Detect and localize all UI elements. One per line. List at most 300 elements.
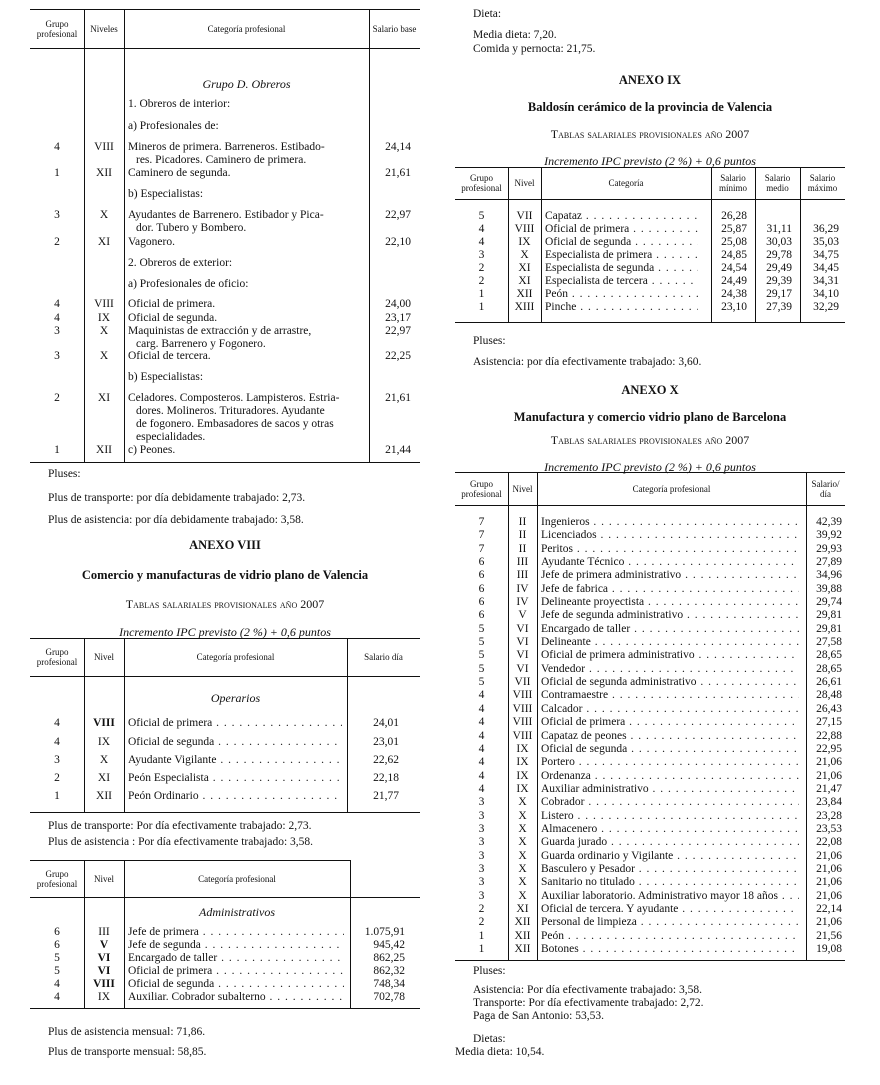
cell-categoria: Oficial de primera. (128, 298, 216, 310)
cell-categoria: Botones . . . (541, 943, 799, 956)
cell-salario: 748,34 (373, 978, 405, 990)
header-nivel: Nivel (94, 652, 114, 662)
section-administrativos: Administrativos (198, 905, 275, 919)
cell-salario-medio: 27,39 (766, 301, 792, 313)
cell-nivel: VIII (93, 978, 115, 990)
cell-salario-maximo: 35,03 (813, 236, 839, 248)
cell-grupo: 2 (478, 903, 485, 915)
cell-categoria: a) Profesionales de: (128, 120, 219, 132)
header-grupo: Grupo profesional (36, 647, 78, 667)
t2-plus-transporte: Plus de transporte: Por día efectivamente trabajado: 2,73. (48, 820, 312, 832)
cell-grupo: 3 (478, 876, 485, 888)
cell-categoria: Peritos . . . (541, 543, 799, 556)
cell-salario: 23,17 (385, 312, 411, 324)
cell-nivel: XI (97, 392, 111, 404)
cell-salario: 27,58 (816, 636, 842, 648)
header-salario-minimo: Salario mínimo (718, 173, 747, 193)
cell-categoria: Auxiliar laboratorio. Administrativo mayor 18 años . . . (541, 890, 799, 903)
cell-salario: 39,92 (816, 529, 842, 541)
cell-grupo: 4 (478, 223, 485, 235)
group-title: Grupo D. Obreros (202, 77, 291, 91)
cell-categoria-cont: de fogonero. Embasadores de sacos y otras (136, 418, 334, 430)
cell-categoria: Oficial de segunda . . . (545, 236, 698, 249)
cell-categoria: Oficial de primera administrativo . . . (541, 649, 799, 662)
header-salario-maximo: Salario máximo (807, 173, 838, 193)
header-niveles: Niveles (90, 23, 118, 34)
cell-grupo: 5 (478, 663, 485, 675)
anexo-ix-tablas: Tablas salariales provisionales año 2007 (550, 127, 750, 141)
cell-nivel: XI (97, 772, 111, 784)
cell-grupo: 6 (478, 596, 485, 608)
anexo-x-subtitle: Manufactura y comercio vidrio plano de Barcelona (513, 410, 787, 424)
header-salario: Salario día (364, 652, 403, 662)
cell-grupo: 5 (478, 649, 485, 661)
cell-categoria: a) Profesionales de oficio: (128, 278, 249, 290)
cell-salario: 21,06 (816, 876, 842, 888)
cell-salario: 27,89 (816, 556, 842, 568)
cell-categoria: Licenciados . . . (541, 529, 799, 542)
cell-salario-medio: 29,49 (766, 262, 792, 274)
header-salario-medio: Salario medio (764, 173, 791, 193)
cell-grupo: 2 (54, 772, 60, 784)
cell-grupo: 2 (478, 916, 485, 928)
anexo-viii-tablas: Tablas salariales provisionales año 2007 (125, 597, 325, 611)
anexo-viii-title: ANEXO VIII (189, 538, 261, 552)
cell-grupo: 3 (478, 850, 485, 862)
cell-salario: 21,44 (385, 444, 411, 456)
cell-nivel: VI (516, 636, 529, 648)
t2-plus-asistencia: Plus de asistencia : Por día efectivamente trabajado: 3,58. (48, 836, 314, 848)
cell-nivel: X (518, 876, 527, 888)
cell-categoria: 1. Obreros de interior: (128, 98, 231, 110)
cell-categoria: Caminero de segunda. (128, 167, 231, 179)
cell-salario: 21,06 (816, 850, 842, 862)
cell-grupo: 3 (478, 810, 485, 822)
cell-grupo: 4 (478, 703, 485, 715)
cell-categoria: Peón . . . (541, 930, 799, 943)
header-categoria: Categoría profesional (207, 23, 286, 34)
cell-categoria: Especialista de primera . . . (545, 249, 698, 262)
cell-categoria: Vagonero. (128, 236, 175, 248)
cell-grupo: 2 (54, 236, 60, 248)
cell-nivel: X (518, 836, 527, 848)
cell-categoria: Oficial de tercera. (128, 350, 211, 362)
media-dieta: Media dieta: 7,20. (473, 29, 557, 41)
cell-grupo: 1 (54, 444, 60, 456)
anexo-viii-subtitle: Comercio y manufacturas de vidrio plano de Valencia (81, 568, 369, 582)
cell-grupo: 2 (478, 275, 485, 287)
cell-grupo: 1 (54, 167, 60, 179)
cell-categoria: Celadores. Composteros. Lampisteros. Estria- (128, 392, 340, 404)
cell-salario: 22,08 (816, 836, 842, 848)
cell-nivel: II (518, 529, 527, 541)
cell-nivel: VIII (93, 717, 115, 729)
cell-nivel: IX (516, 783, 529, 795)
cell-salario: 29,81 (816, 609, 842, 621)
cell-grupo: 3 (478, 836, 485, 848)
cell-grupo: 6 (478, 569, 485, 581)
cell-grupo: 1 (54, 790, 60, 802)
cell-grupo: 6 (478, 609, 485, 621)
cell-salario: 24,14 (385, 141, 411, 153)
cell-categoria-cont: res. Picadores. Caminero de primera. (136, 154, 307, 166)
cell-grupo: 5 (478, 210, 485, 222)
header-nivel: Nivel (514, 178, 535, 188)
cell-salario: 22,10 (385, 236, 411, 248)
cell-categoria: Sanitario no titulado . . . (541, 876, 799, 889)
anexo-ix-incremento: Incremento IPC previsto (2 %) + 0,6 puntos (544, 154, 756, 168)
cell-categoria: Oficial de primera . . . (128, 965, 344, 978)
cell-categoria: Oficial de primera . . . (545, 223, 698, 236)
cell-grupo: 3 (54, 754, 60, 766)
cell-salario: 945,42 (373, 939, 405, 951)
cell-categoria: Portero . . . (541, 756, 799, 769)
t5-transporte: Transporte: Por día efectivamente trabajado: 2,72. (473, 997, 704, 1009)
cell-grupo: 1 (478, 288, 485, 300)
cell-salario-maximo: 34,75 (813, 249, 839, 261)
cell-nivel: XII (514, 916, 531, 928)
cell-salario-maximo: 32,29 (813, 301, 839, 313)
cell-nivel: VI (97, 952, 111, 964)
cell-grupo: 6 (54, 939, 60, 951)
cell-grupo: 4 (478, 770, 485, 782)
plus-transporte: Plus de transporte: por día debidamente trabajado: 2,73. (48, 492, 306, 504)
t4-pluses: Pluses: (473, 335, 506, 347)
cell-salario-minimo: 24,38 (721, 288, 747, 300)
cell-categoria: Personal de limpieza . . . (541, 916, 799, 929)
cell-nivel: XII (516, 288, 533, 300)
cell-categoria: Capataz . . . (545, 210, 698, 223)
cell-grupo: 6 (478, 583, 485, 595)
cell-grupo: 3 (478, 249, 485, 261)
cell-categoria: Oficial de segunda . . . (128, 736, 342, 749)
cell-categoria: Especialista de tercera . . . (545, 275, 698, 288)
cell-salario-minimo: 24,85 (721, 249, 747, 261)
cell-grupo: 3 (54, 350, 60, 362)
cell-salario-maximo: 36,29 (813, 223, 839, 235)
cell-nivel: XII (514, 943, 531, 955)
cell-salario: 24,00 (385, 298, 411, 310)
cell-categoria: Capataz de peones . . . (541, 730, 799, 743)
cell-salario: 22,95 (816, 743, 842, 755)
cell-salario: 22,88 (816, 730, 842, 742)
cell-salario: 23,53 (816, 823, 842, 835)
dieta-label: Dieta: (473, 8, 502, 20)
cell-nivel: IX (518, 236, 531, 248)
cell-categoria: b) Especialistas: (128, 188, 204, 200)
cell-nivel: VIII (94, 141, 114, 153)
cell-categoria: Jefe de segunda administrativo . . . (541, 609, 799, 622)
cell-grupo: 1 (478, 301, 485, 313)
cell-nivel: II (518, 543, 527, 555)
cell-nivel: VIII (512, 716, 533, 728)
cell-grupo: 3 (54, 325, 60, 337)
cell-nivel: VIII (512, 703, 533, 715)
anexo-x-title: ANEXO X (621, 383, 679, 397)
cell-nivel: XII (96, 790, 112, 802)
cell-nivel: IX (516, 743, 529, 755)
cell-nivel: VI (516, 623, 529, 635)
cell-categoria: Auxiliar administrativo . . . (541, 783, 799, 796)
cell-nivel: III (516, 569, 529, 581)
cell-salario: 22,97 (385, 325, 411, 337)
cell-grupo: 5 (478, 636, 485, 648)
cell-salario-minimo: 26,28 (721, 210, 747, 222)
cell-salario: 21,06 (816, 863, 842, 875)
cell-grupo: 6 (478, 556, 485, 568)
cell-grupo: 3 (478, 863, 485, 875)
cell-nivel: IV (516, 583, 529, 595)
anexo-viii-incremento: Incremento IPC previsto (2 %) + 0,6 puntos (119, 625, 331, 639)
cell-salario-minimo: 25,08 (721, 236, 747, 248)
cell-grupo: 7 (478, 543, 485, 555)
header-nivel: Nivel (512, 483, 533, 494)
cell-grupo: 4 (54, 978, 60, 990)
cell-salario-maximo: 34,31 (813, 275, 839, 287)
cell-salario: 1.075,91 (364, 926, 405, 938)
cell-categoria: Oficial de segunda . . . (128, 978, 344, 991)
plus-asistencia: Plus de asistencia: por día debidamente trabajado: 3,58. (48, 514, 304, 526)
header-nivel: Nivel (94, 873, 114, 884)
cell-salario: 23,01 (373, 736, 399, 748)
cell-grupo: 4 (478, 730, 485, 742)
cell-categoria-cont: carg. Barrenero y Fogonero. (136, 338, 266, 350)
cell-grupo: 4 (54, 312, 60, 324)
header-grupo: Grupo profesional (461, 173, 502, 193)
cell-nivel: IX (97, 312, 111, 324)
cell-salario-medio: 30,03 (766, 236, 792, 248)
cell-nivel: IX (516, 756, 529, 768)
cell-salario: 21,56 (816, 930, 842, 942)
cell-salario: 29,74 (816, 596, 842, 608)
cell-salario: 26,61 (816, 676, 842, 688)
cell-categoria: Jefe de primera administrativo . . . (541, 569, 799, 582)
cell-salario: 26,43 (816, 703, 842, 715)
cell-nivel: VI (516, 663, 529, 675)
cell-salario-medio: 29,39 (766, 275, 792, 287)
cell-nivel: VIII (512, 689, 533, 701)
cell-nivel: III (98, 926, 110, 938)
cell-categoria: Calcador . . . (541, 703, 799, 716)
cell-categoria: 2. Obreros de exterior: (128, 257, 233, 269)
cell-categoria: Pinche . . . (545, 301, 698, 314)
cell-salario: 21,61 (385, 167, 411, 179)
header-categoria: Categoría (608, 178, 644, 188)
cell-categoria: Auxiliar. Cobrador subalterno . . . (128, 991, 344, 1004)
cell-nivel: VI (516, 649, 529, 661)
cell-categoria: Almacenero . . . (541, 823, 799, 836)
header-grupo: Grupo profesional (36, 18, 78, 39)
cell-categoria: Oficial de tercera. Y ayudante . . . (541, 903, 799, 916)
cell-salario: 702,78 (373, 991, 405, 1003)
cell-nivel: VI (97, 965, 111, 977)
cell-grupo: 4 (54, 717, 60, 729)
cell-grupo: 4 (54, 736, 60, 748)
cell-categoria: Listero . . . (541, 810, 799, 823)
cell-categoria: Especialista de segunda . . . (545, 262, 698, 275)
cell-categoria: Jefe de segunda . . . (128, 939, 344, 952)
cell-grupo: 4 (478, 236, 485, 248)
cell-salario-maximo: 34,10 (813, 288, 839, 300)
cell-nivel: X (518, 890, 527, 902)
cell-categoria: Oficial de segunda. (128, 312, 218, 324)
cell-grupo: 7 (478, 516, 485, 528)
cell-salario: 21,06 (816, 890, 842, 902)
cell-categoria: Oficial de segunda . . . (541, 743, 799, 756)
cell-categoria: Peón . . . (545, 288, 698, 301)
cell-nivel: VIII (514, 223, 535, 235)
cell-categoria: Encargado de taller . . . (541, 623, 799, 636)
cell-salario-medio: 29,17 (766, 288, 792, 300)
cell-categoria: Contramaestre . . . (541, 689, 799, 702)
cell-salario: 22,25 (385, 350, 411, 362)
cell-salario: 27,15 (816, 716, 842, 728)
cell-categoria: Peón Ordinario . . . (128, 790, 342, 803)
cell-nivel: VII (516, 210, 533, 222)
cell-categoria: Guarda jurado . . . (541, 836, 799, 849)
t4-asistencia: Asistencia: por día efectivamente trabajado: 3,60. (473, 356, 702, 368)
cell-categoria: b) Especialistas: (128, 371, 204, 383)
anexo-ix-subtitle: Baldosín cerámico de la provincia de Valencia (527, 100, 773, 114)
cell-grupo: 4 (54, 141, 60, 153)
cell-nivel: X (99, 209, 109, 221)
cell-categoria: Ayudante Vigilante . . . (128, 754, 342, 767)
cell-grupo: 4 (54, 991, 60, 1003)
cell-nivel: XI (518, 262, 531, 274)
cell-categoria: Ingenieros . . . (541, 516, 799, 529)
cell-nivel: X (99, 754, 109, 766)
cell-categoria: Jefe de fabrica . . . (541, 583, 799, 596)
cell-salario: 19,08 (816, 943, 842, 955)
t5-asistencia: Asistencia: Por día efectivamente trabajado: 3,58. (473, 984, 702, 996)
cell-nivel: X (518, 796, 527, 808)
cell-grupo: 2 (478, 262, 485, 274)
cell-nivel: VII (514, 676, 531, 688)
cell-categoria-cont: dores. Molineros. Trituradores. Ayudante (136, 405, 325, 417)
cell-salario: 862,25 (373, 952, 405, 964)
cell-nivel: X (518, 863, 527, 875)
t3-plus-asistencia: Plus de asistencia mensual: 71,86. (48, 1026, 206, 1038)
cell-categoria: Peón Especialista . . . (128, 772, 342, 785)
comida-pernocta: Comida y pernocta: 21,75. (473, 43, 596, 55)
cell-categoria: Vendedor . . . (541, 663, 799, 676)
media-dieta-x: Media dieta: 10,54. (455, 1046, 545, 1058)
cell-salario-minimo: 23,10 (721, 301, 747, 313)
cell-grupo: 5 (54, 952, 60, 964)
cell-categoria: c) Peones. (128, 444, 176, 456)
cell-nivel: XII (96, 444, 112, 456)
cell-categoria: Cobrador . . . (541, 796, 799, 809)
cell-nivel: VIII (512, 730, 533, 742)
cell-grupo: 4 (478, 756, 485, 768)
cell-nivel: IV (516, 596, 529, 608)
cell-categoria-cont: especialidades. (136, 431, 206, 443)
cell-grupo: 3 (54, 209, 60, 221)
header-categoria: Categoría profesional (196, 652, 275, 662)
cell-nivel: VIII (94, 298, 114, 310)
cell-nivel: IX (516, 770, 529, 782)
cell-nivel: V (518, 609, 527, 621)
cell-nivel: III (516, 556, 529, 568)
cell-salario: 21,47 (816, 783, 842, 795)
cell-nivel: X (518, 810, 527, 822)
cell-nivel: XII (514, 930, 531, 942)
cell-salario: 22,97 (385, 209, 411, 221)
cell-salario: 862,32 (373, 965, 405, 977)
cell-nivel: X (520, 249, 529, 261)
cell-grupo: 3 (478, 796, 485, 808)
cell-nivel: XI (518, 275, 531, 287)
cell-salario: 21,06 (816, 916, 842, 928)
cell-salario-maximo: 34,45 (813, 262, 839, 274)
cell-salario: 22,62 (373, 754, 399, 766)
cell-salario: 28,48 (816, 689, 842, 701)
cell-nivel: X (99, 350, 109, 362)
cell-salario-minimo: 24,54 (721, 262, 747, 274)
cell-salario: 21,06 (816, 756, 842, 768)
header-salario: Salario base (372, 23, 417, 34)
cell-salario: 28,65 (816, 649, 842, 661)
cell-salario-medio: 29,78 (766, 249, 792, 261)
cell-salario: 42,39 (816, 516, 842, 528)
cell-grupo: 4 (478, 743, 485, 755)
cell-salario: 21,61 (385, 392, 411, 404)
cell-salario: 28,65 (816, 663, 842, 675)
cell-salario-minimo: 25,87 (721, 223, 747, 235)
cell-categoria: Delineante . . . (541, 636, 799, 649)
cell-grupo: 4 (478, 716, 485, 728)
cell-categoria: Ordenanza . . . (541, 770, 799, 783)
cell-grupo: 1 (478, 943, 485, 955)
cell-salario: 23,84 (816, 796, 842, 808)
cell-categoria-cont: dor. Tubero y Bombero. (136, 222, 247, 234)
cell-categoria: Oficial de primera . . . (541, 716, 799, 729)
cell-salario-medio: 31,11 (766, 223, 792, 235)
cell-salario: 34,96 (816, 569, 842, 581)
cell-salario-minimo: 24,49 (721, 275, 747, 287)
cell-grupo: 3 (478, 823, 485, 835)
cell-salario: 22,14 (816, 903, 842, 915)
cell-salario: 23,28 (816, 810, 842, 822)
cell-grupo: 6 (54, 926, 60, 938)
cell-grupo: 4 (54, 298, 60, 310)
cell-categoria: Basculero y Pesador . . . (541, 863, 799, 876)
header-categoria: Categoría profesional (198, 873, 276, 884)
cell-categoria: Delineante proyectista . . . (541, 596, 799, 609)
cell-categoria: Mineros de primera. Barreneros. Estibado- (128, 141, 325, 153)
cell-grupo: 3 (478, 890, 485, 902)
section-operarios: Operarios (210, 691, 261, 705)
cell-categoria: Oficial de segunda administrativo . . . (541, 676, 799, 689)
cell-nivel: XII (96, 167, 112, 179)
cell-grupo: 5 (478, 623, 485, 635)
cell-grupo: 1 (478, 930, 485, 942)
cell-nivel: X (518, 823, 527, 835)
cell-salario: 29,81 (816, 623, 842, 635)
cell-nivel: X (99, 325, 109, 337)
cell-nivel: IX (97, 736, 111, 748)
cell-grupo: 7 (478, 529, 485, 541)
t5-paga-san-antonio: Paga de San Antonio: 53,53. (473, 1010, 604, 1022)
header-grupo: Grupo profesional (36, 868, 78, 889)
anexo-x-tablas: Tablas salariales provisionales año 2007 (550, 433, 750, 447)
cell-grupo: 4 (478, 689, 485, 701)
cell-nivel: II (518, 516, 527, 528)
cell-grupo: 4 (478, 783, 485, 795)
cell-salario: 21,06 (816, 770, 842, 782)
dietas-label: Dietas: (473, 1033, 506, 1045)
cell-categoria: Ayudantes de Barrenero. Estibador y Pica- (128, 209, 324, 221)
